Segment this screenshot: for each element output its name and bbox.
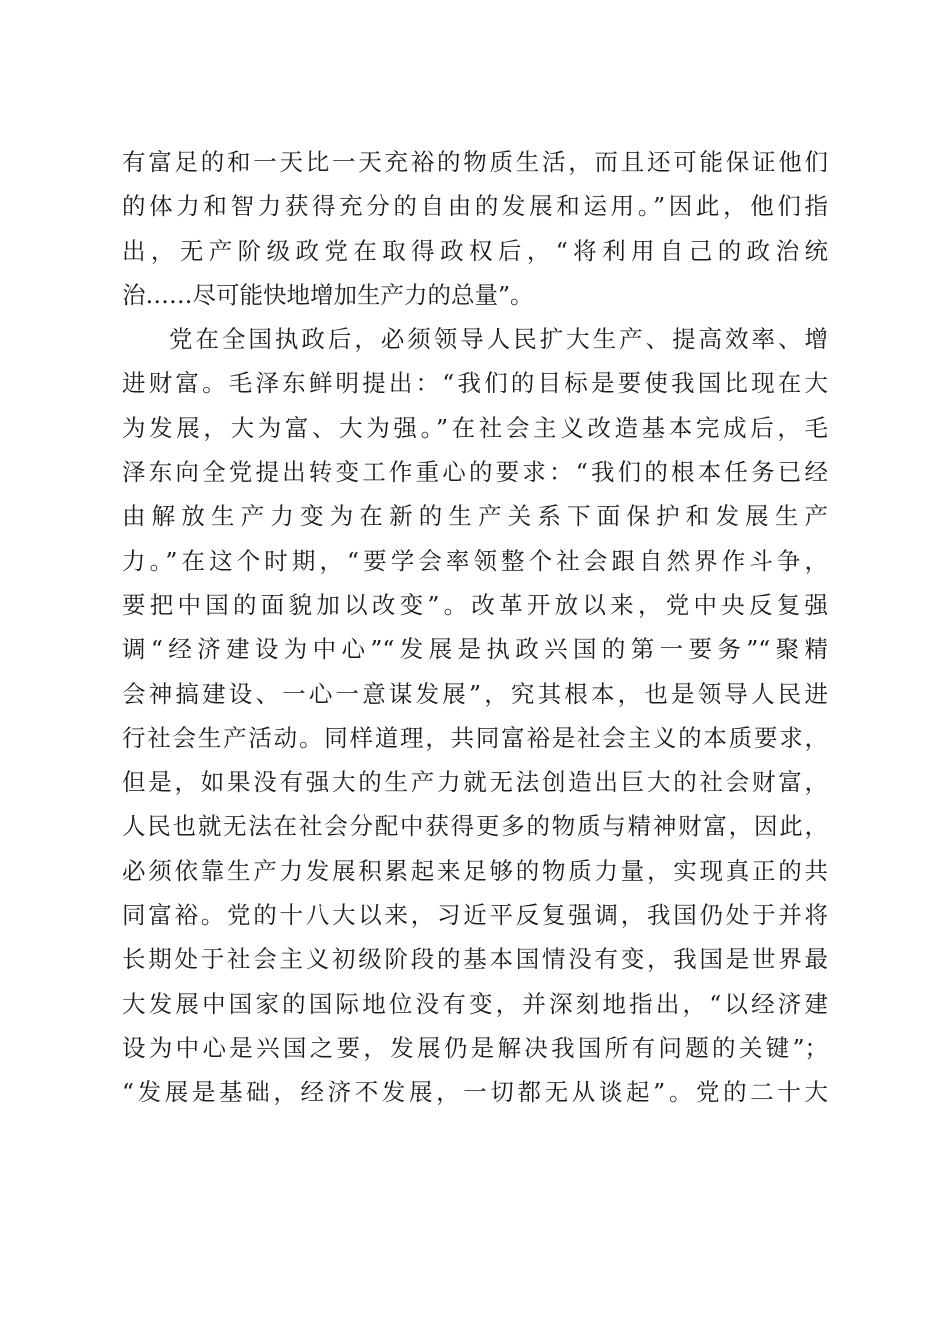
- text-line-11: 要把中国的面貌加以改变”。改革开放以来，党中央反复强: [122, 590, 828, 619]
- text-line-19: 长期处于社会主义初级阶段的基本国情没有变，我国是世界最: [122, 945, 828, 974]
- text-line-7: 为发展，大为富、大为强。”在社会主义改造基本完成后，毛: [122, 413, 828, 442]
- text-line-1: 有富足的和一天比一天充裕的物质生活，而且还可能保证他们: [122, 148, 828, 176]
- text-line-16: 人民也就无法在社会分配中获得更多的物质与精神财富，因此，: [122, 812, 828, 841]
- text-line-2: 的体力和智力获得充分的自由的发展和运用。”因此，他们指: [122, 192, 828, 221]
- text-line-18: 同富裕。党的十八大以来，习近平反复强调，我国仍处于并将: [122, 901, 828, 930]
- text-line-4: 治……尽可能快地增加生产力的总量”。: [122, 280, 534, 309]
- text-line-3: 出，无产阶级政党在取得政权后，“将利用自己的政治统: [122, 236, 828, 265]
- text-line-15: 但是，如果没有强大的生产力就无法创造出巨大的社会财富，: [122, 768, 828, 797]
- text-line-14: 行社会生产活动。同样道理，共同富裕是社会主义的本质要求，: [122, 723, 828, 752]
- text-line-12: 调“经济建设为中心”“发展是执政兴国的第一要务”“聚精: [122, 635, 828, 664]
- text-line-22: “发展是基础，经济不发展，一切都无从谈起”。党的二十大: [122, 1078, 828, 1107]
- body-text: [122, 140, 828, 1115]
- text-line-20: 大发展中国家的国际地位没有变，并深刻地指出，“以经济建: [122, 989, 828, 1018]
- text-line-17: 必须依靠生产力发展积累起来足够的物质力量，实现真正的共: [122, 856, 828, 885]
- paragraph-2-first-line: 党在全国执政后，必须领导人民扩大生产、提高效率、增: [169, 325, 828, 354]
- text-line-10: 力。”在这个时期，“要学会率领整个社会跟自然界作斗争，: [122, 546, 828, 575]
- text-line-9: 由解放生产力变为在新的生产关系下面保护和发展生产: [122, 502, 828, 531]
- text-line-21: 设为中心是兴国之要，发展仍是解决我国所有问题的关键”；: [122, 1033, 828, 1062]
- text-line-8: 泽东向全党提出转变工作重心的要求：“我们的根本任务已经: [122, 458, 828, 487]
- text-line-13: 会神搞建设、一心一意谋发展”，究其根本，也是领导人民进: [122, 679, 828, 708]
- text-line-6: 进财富。毛泽东鲜明提出：“我们的目标是要使我国比现在大: [122, 369, 828, 398]
